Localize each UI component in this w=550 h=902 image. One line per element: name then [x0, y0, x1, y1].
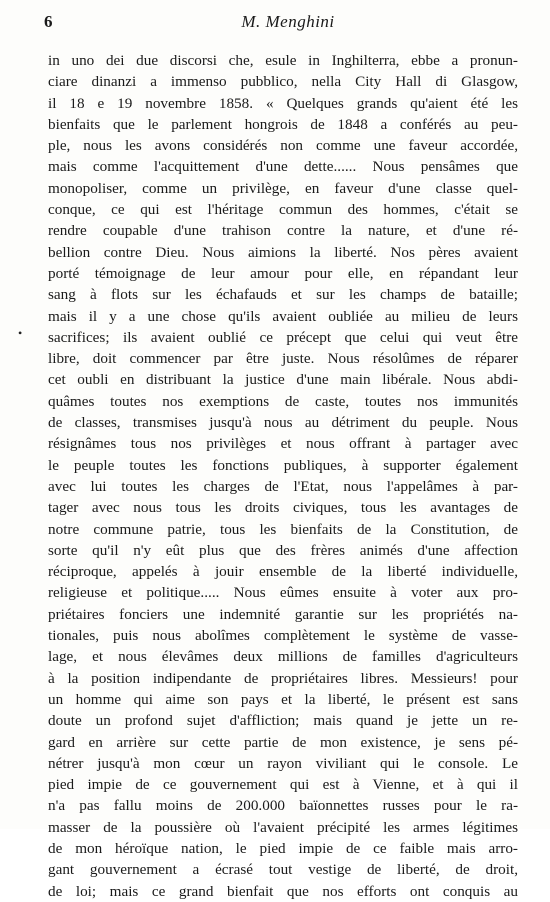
- text-line: n'a pas fallu moins de 200.000 baïonnettes russes pour le ra-: [48, 797, 518, 815]
- text-line: de loi; mais ce grand bienfait que nos efforts ont conquis au: [48, 882, 518, 900]
- running-head: M. Menghini: [241, 12, 335, 31]
- text-line: bienfaits que le parlement hongrois de 1848 a conférés au peu-: [48, 115, 518, 133]
- text-line: gard en arrière sur cette partie de mon existence, je sens pé-: [48, 733, 518, 751]
- text-line: masser de la poussière où l'avaient précipité les armes légitimes: [48, 818, 518, 836]
- text-line: mais il y a une chose qu'ils avaient oubliée au milieu de leurs: [48, 307, 518, 325]
- text-line: priétaires fonciers une indemnité garantie sur les propriétés na-: [48, 605, 518, 623]
- text-line: tager avec nous tous les droits civiques, tous les avantages de: [48, 499, 518, 517]
- text-line: de mon héroïque nation, le pied impie de ce faible mais arro-: [48, 839, 518, 857]
- text-line: gant gouvernement a écrasé tout vestige de liberté, de droit,: [48, 861, 518, 879]
- text-line: il 18 e 19 novembre 1858. « Quelques grands qu'aient été les: [48, 94, 518, 112]
- page-header: [44, 12, 532, 34]
- margin-mark: •: [18, 326, 23, 340]
- text-line: lage, et nous élevâmes deux millions de familles d'agriculteurs: [48, 648, 518, 666]
- text-line: bellion contre Dieu. Nous aimions la liberté. Nos pères avaient: [48, 243, 518, 261]
- text-line: monopoliser, comme un privilège, en faveur d'une classe quel-: [48, 179, 518, 197]
- text-line: tionales, puis nous abolîmes complètement le système de vasse-: [48, 627, 518, 645]
- text-line: doute un profond sujet d'affliction; mais quand je jette un re-: [48, 712, 518, 730]
- text-line: quâmes toutes nos exemptions de caste, toutes nos immunités: [48, 392, 518, 410]
- text-line: conque, ce qui est l'héritage commun des hommes, c'était se: [48, 201, 518, 219]
- text-line: mais comme l'acquittement d'une dette...... Nous pensâmes que: [48, 158, 518, 176]
- text-line: avec lui toutes les charges de l'Etat, nous l'appelâmes à par-: [48, 477, 518, 495]
- text-line: religieuse et politique..... Nous eûmes ensuite à voter aux pro-: [48, 584, 518, 602]
- text-line: sacrifices; ils avaient oublié ce précept que celui qui veut être: [48, 328, 518, 346]
- text-line: libre, doit commencer par être juste. Nous résolûmes de réparer: [48, 350, 518, 368]
- text-line: nétrer jusqu'à mon cœur un rayon viviliant qui le console. Le: [48, 754, 518, 772]
- text-line: porté témoignage de leur amour pour elle, en répandant leur: [48, 264, 518, 282]
- text-line: in uno dei due discorsi che, esule in Inghilterra, ebbe a pronun-: [48, 52, 518, 69]
- text-line: à la position indipendante de propriétaires libres. Messieurs! pour: [48, 669, 518, 687]
- text-line: un homme qui aime son pays et la liberté, le présent est sans: [48, 690, 518, 708]
- text-line: ple, nous les avons considérés non comme une faveur accordée,: [48, 137, 518, 155]
- text-line: le peuple toutes les fonctions publiques, à supporter également: [48, 456, 518, 474]
- text-line: rendre coupable d'une trahison contre la nature, et d'une ré-: [48, 222, 518, 240]
- text-line: de classes, transmises jusqu'à nous au détriment du peuple. Nous: [48, 414, 518, 432]
- text-line: ciare dinanzi a immenso pubblico, nella City Hall di Glasgow,: [48, 73, 518, 91]
- text-line: notre commune patrie, tous les bienfaits de la Constitution, de: [48, 520, 518, 538]
- text-line: réciproque, appelés à jouir ensemble de la liberté individuelle,: [48, 563, 518, 581]
- text-line: sang à flots sur les échafauds et sur les champs de bataille;: [48, 286, 518, 304]
- text-line: résignâmes tous nos privilèges et nous offrant à partager avec: [48, 435, 518, 453]
- text-line: cet oubli en distribuant la justice d'une main libérale. Nous abdi-: [48, 371, 518, 389]
- text-line: pied impie de ce gouvernement qui est à Vienne, et à qui il: [48, 776, 518, 794]
- text-line: sorte qu'il n'y eût plus que des frères animés d'une affection: [48, 541, 518, 559]
- body-text: [48, 50, 518, 902]
- page-number: 6: [44, 12, 53, 31]
